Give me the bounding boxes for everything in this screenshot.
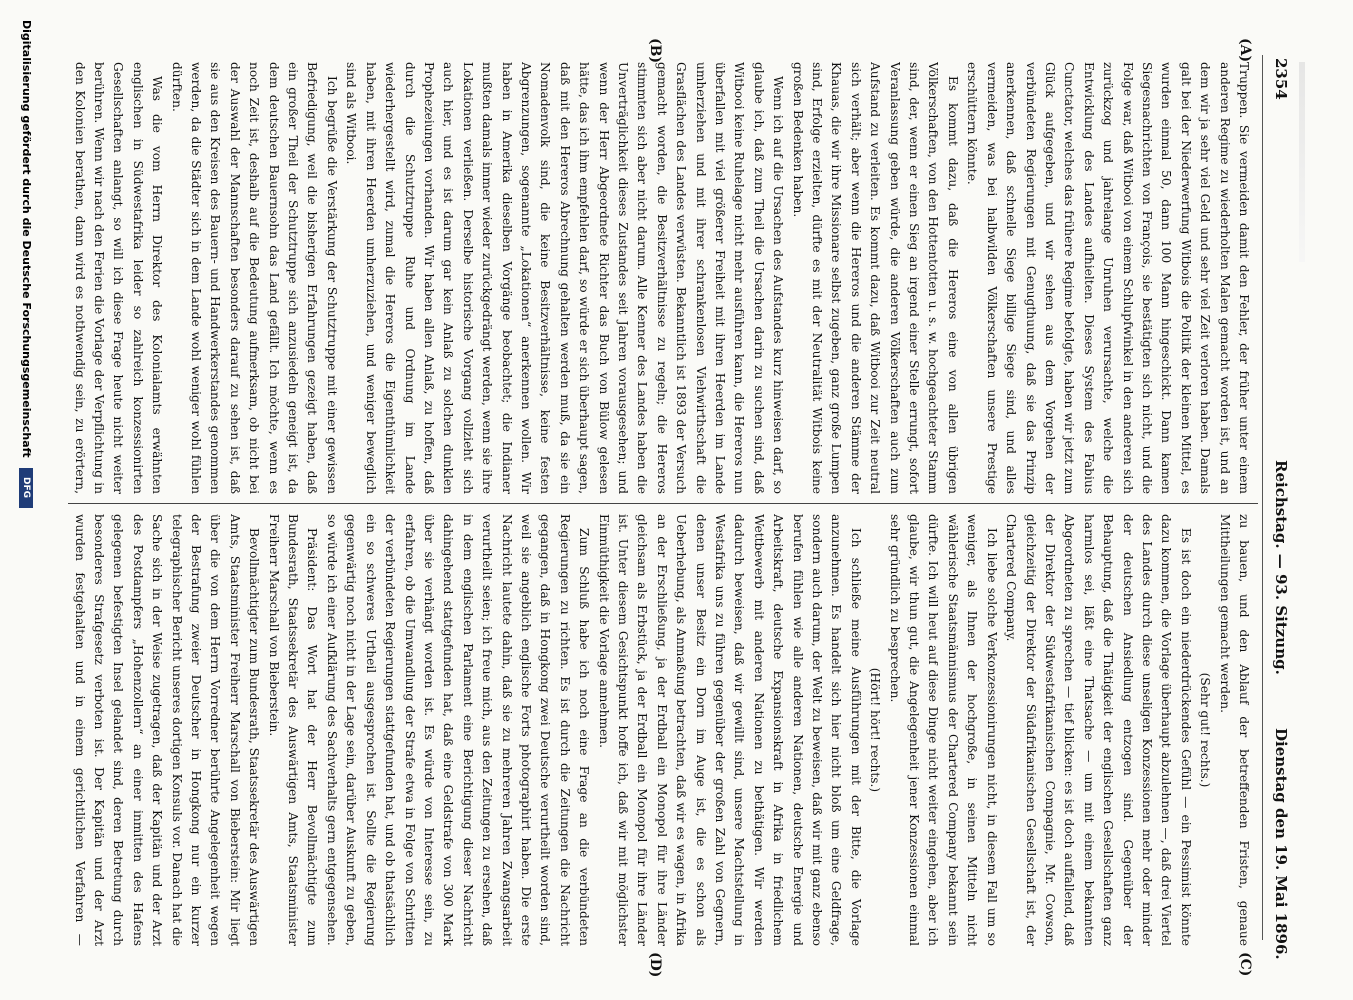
paragraph: zu bauen, und den Ablauf der betreffenden Fristen, genaue Mittheilungen gemacht werden.	[1217, 514, 1251, 946]
page-header	[1268, 0, 1298, 1000]
paragraph: Was die vom Herrn Direktor des Kolonialamts erwähnten englischen in Südwestafrika leider so zahlreich konzessionirten Gesellschaften anlangt, so will ich diese Frage heute nicht weiter berühren. Wenn wir nach den Ferien die Vorlage der Verpflichtung in den Kolonien berathen, dann wird es nothwendig sein, zu erörtern,	[72, 62, 165, 494]
session-date: Dienstag den 19. Mai 1896.	[1272, 728, 1290, 960]
footer-text: Digitalisierung gefördert durch die Deutsche Forschungsgemeinschaft	[20, 20, 33, 458]
margin-mark-d: (D)	[647, 952, 663, 978]
column-divider	[68, 503, 1258, 504]
interjection: (Hört! hört! rechts.)	[868, 667, 883, 793]
left-text-column	[68, 62, 1253, 494]
paragraph: Wenn ich auf die Ursachen des Aufstandes kurz hinweisen darf, so glaube ich, daß zum Theil die Ursachen darin zu suchen sind, daß Witbooi keine Ruhelage nicht mehr ausführen kann, die Hereros nun überfallen mit viel größerer Freiheit mit ihren Heerden im Lande umherziehen und mit ihrer schrankenlosen Viehwirthschaft die Grasflächen des Landes verwüsten. Bekanntlich ist 1893 der Versuch gemacht worden, die Besitzverhältnisse zu regeln; die Hereros stimmten sich aber nicht darum. Alle Kenner des Landes haben die Unverträglichkeit dieses Zustandes seit Jahren vorausgesehen; und wenn der Herr Abgeordnete Richter das Buch von Bülow gelesen hätte, das ich ihm empfehlen darf, so würde er sich überhaupt sagen, daß mit den Hereros Abrechnung gehalten werden muß, da sie ein Nomadenvolk sind, die keine Besitzverhältnisse, keine festen Abgrenzungen, sogenannte „Lokationen“ anerkennen wollen. Wir haben in Amerika dieselben Vorgänge beobachtet; die Indianer mußten damals immer wieder zurückgedrängt werden, wenn sie ihre Lokationen verließen. Derselbe historische Vorgang vollzieht sich auch hier, und es ist darum gar kein Anlaß zu solchen dunklen Prophezeiungen vorhanden. Wir haben allen Anlaß, zu hoffen, daß durch die Schutztruppe Ruhe und Ordnung im Lande wiederhergestellt wird, zumal die Hereros die Eigenthümlichkeit haben, mit ihren Heerden umherzuziehen, und weniger beweglich sind als Witbooi.	[344, 62, 786, 494]
digitization-footer	[19, 20, 33, 980]
paragraph: Zum Schluß habe ich noch eine Frage an die verbündeten Regierungen zu richten. Es ist durch die Zeitungen die Nachricht gegangen, daß in Hongkong zwei Deutsche verurtheilt worden sind, weil sie angeblich englische Forts photographirt haben. Die erste Nachricht lautete dahin, daß sie zu mehreren Jahren Zwangsarbeit verurtheilt seien; ich freue mich, aus den Zeitungen zu ersehen, daß in dem englischen Parlament eine Berichtigung dieser Nachricht dahingehend stattgefunden hat, daß eine Geldstrafe von 300 Mark über sie verhängt worden ist. Es würde von Interesse sein, zu erfahren, ob die Umwandlung der Strafe etwa in Folge von Schritten der verbündeten Regierungen stattgefunden hat, und ob thatsächlich ein so schweres Urtheil ausgesprochen ist. Sollte die Regierung gegenwärtig noch nicht in der Lage sein, darüber Auskunft zu geben, so würde ich einer Aufklärung des Sachverhalts gern entgegensehen.	[324, 514, 592, 946]
interjection: (Sehr gut! rechts.)	[1198, 672, 1213, 788]
margin-mark-c: (C)	[1237, 952, 1253, 977]
page-number: 2354	[1272, 58, 1290, 100]
paragraph: Ich liebe solche Verkonzessionirungen nicht, in diesem Fall um so weniger, als Ihnen der hochgroße, in seinen Mitteln nicht wählerische Staatsmännismus der Chartered Company bekannt sein dürfte. Ich will heut auf diese Dinge nicht weiter eingehen, aber ich glaube, wir thun gut, die Angelegenheit jener Konzessionen einmal sehr gründlich zu besprechen.	[887, 514, 999, 946]
dfg-logo: DFG	[19, 468, 33, 508]
paragraph: Bevollmächtigter zum Bundesrath, Staatssekretär des Auswärtigen Amts, Staatsminister Freiherr Marschall von Bieberstein: Mir liegt über die von dem Herrn Vorredner berührte Angelegenheit wegen der Bestrafung zweier Deutscher in Hongkong nur ein kurzer telegraphischer Bericht unseres dortigen Konsuls vor. Danach hat die Sache sich in der Weise zugetragen, daß der Kapitän und der Arzt des Postdampfers „Hohenzollern“ an einer inmitten des Hafens gelegenen befestigten Insel gelandet sind, deren Betretung durch besonderes Strafgesetz verboten ist. Der Kapitän und der Arzt wurden festgehalten und in einem gerichtlichen Verfahren —	[72, 514, 262, 946]
header-rule	[1262, 55, 1263, 940]
scan-smudge	[1299, 62, 1305, 262]
session-title: Reichstag. — 93. Sitzung.	[1272, 460, 1290, 675]
right-text-column	[68, 514, 1253, 946]
paragraph: Ich schließe meine Ausführungen mit der Bitte, die Vorlage anzunehmen. Es handelt sich hier nicht bloß um eine Geldfrage, sondern auch darum, der Welt zu beweisen, daß wir mit ganz ebenso berufen fühlen wie alle anderen Nationen, deutsche Energie und Arbeitskraft, deutsche Expansionskraft in Afrika in friedlichem Wettbewerb mit anderen Nationen zu bethätigen. Wir werden dadurch beweisen, daß wir gewillt sind, unsere Machtstellung in Westafrika uns zu führen gegenüber der großen Zahl von Gegnern, denen unser Besitz ein Dorn im Auge ist, die es schon als Ueberhebung, als Anmaßung betrachten, daß wir es wagen, in Afrika an der Erschließung, ja der Erdball ein Monopol für ihre Länder gleichsam als Erbstück, ja der Erdball ein Monopol für ihre Länder ist. Unter diesem Gesichtspunkt hoffe ich, daß wir mit möglichster Einmüthigkeit die Vorlage annehmen.	[596, 514, 863, 946]
paragraph: Es kommt dazu, daß die Hereros eine von allen übrigen Völkerschaften, von den Hottentotten u. s. w. hochgeachteter Stamm sind, der, wenn er einen Sieg an irgend einer Stelle errungt, sofort Veranlassung geben würde, die anderen Völkerschaften auch zum Aufstand zu verleiten. Es kommt dazu, daß Witbooi zur Zeit neutral sich verhält; aber wenn die Hereros und die anderen Stämme der Khauas, die wir ihre Missionare selbst zugeben, ganz große Lumpen sind, Erfolge erzielten, dürfte es mit der Neutralität Witbois keine großen Bedenken haben.	[790, 62, 960, 494]
paragraph: Es ist doch ein niederdrückendes Gefühl — ein Pessimist könnte dazu kommen, die Vorlage überhaupt abzulehnen —, daß drei Viertel des Landes durch diese unseligen Konzessionen mehr oder minder der deutschen Ansiedlung entzogen sind. Gegenüber der Behauptung, daß die Thätigkeit der englischen Gesellschaften ganz harmlos sei, läßt eine Thatsache — um mit einem bekannten Abgeordneten zu sprechen — tief blicken: es ist doch auffallend, daß der Direktor der Südwestafrikanischen Compagnie, Mr. Cowson, gleichzeitig der Direktor der Südafrikanischen Gesellschaft ist, der Chartered Company.	[1004, 514, 1193, 946]
margin-mark-a: (A)	[1237, 38, 1253, 63]
paragraph: Präsident: Das Wort hat der Herr Bevollmächtigte zum Bundesrath, Staatssekretär des Auswärtigen Amts, Staatsminister Freiherr Marschall von Bieberstein.	[266, 514, 320, 946]
paragraph: Truppen. Sie vermeiden damit den Fehler, der früher unter einem anderen Regime zu wiederholten Malen gemacht worden ist, und an dem wir ja sehr viel Geld und sehr viel Zeit verloren haben. Damals galt bei der Niederwerfung Witbois die Politik der kleinen Mittel, es wurden einmal 50, dann 100 Mann hingeschickt. Dann kamen Siegesnachrichten von François, sie bestätigten sich nicht, und die Folge war, daß Witbooi von einem Schlupfwinkel in den anderen sich zurückzog und jahrelange Unruhen verursachte, welche die Entwicklung des Landes aufhielten. Dieses System des Fabius Cunctator, welches das frühere Regime befolgte, haben wir jetzt zum Glück aufgegeben, und wir sehen aus dem Vorgehen der verbündeten Regierungen mit Genugthuung, daß sie das Prinzip anerkennen, daß schnelle Siege billige Siege sind, und alles vermeiden, was bei halbwilden Völkerschaften unsere Prestige erschüttern könnte.	[965, 62, 1251, 494]
paragraph: Ich begrüße die Verstärkung der Schutztruppe mit einer gewissen Befriedigung, weil die bisherigen Erfahrungen gezeigt haben, daß ein großer Theil der Schutztruppe sich anzusiedeln geneigt ist, da dem deutschen Bauernsohn das Land gefällt. Ich möchte, wenn es noch Zeit ist, deshalb auf die Bedeutung aufmerksam, ob nicht bei der Auswahl der Mannschaften besonders darauf zu sehen ist, daß sie aus den Kreisen des Bauern- und Handwerkerstandes genommen werden, da die Städter sich in dem Lande wohl weniger wohl fühlen dürften.	[169, 62, 339, 494]
margin-mark-b: (B)	[647, 38, 663, 64]
